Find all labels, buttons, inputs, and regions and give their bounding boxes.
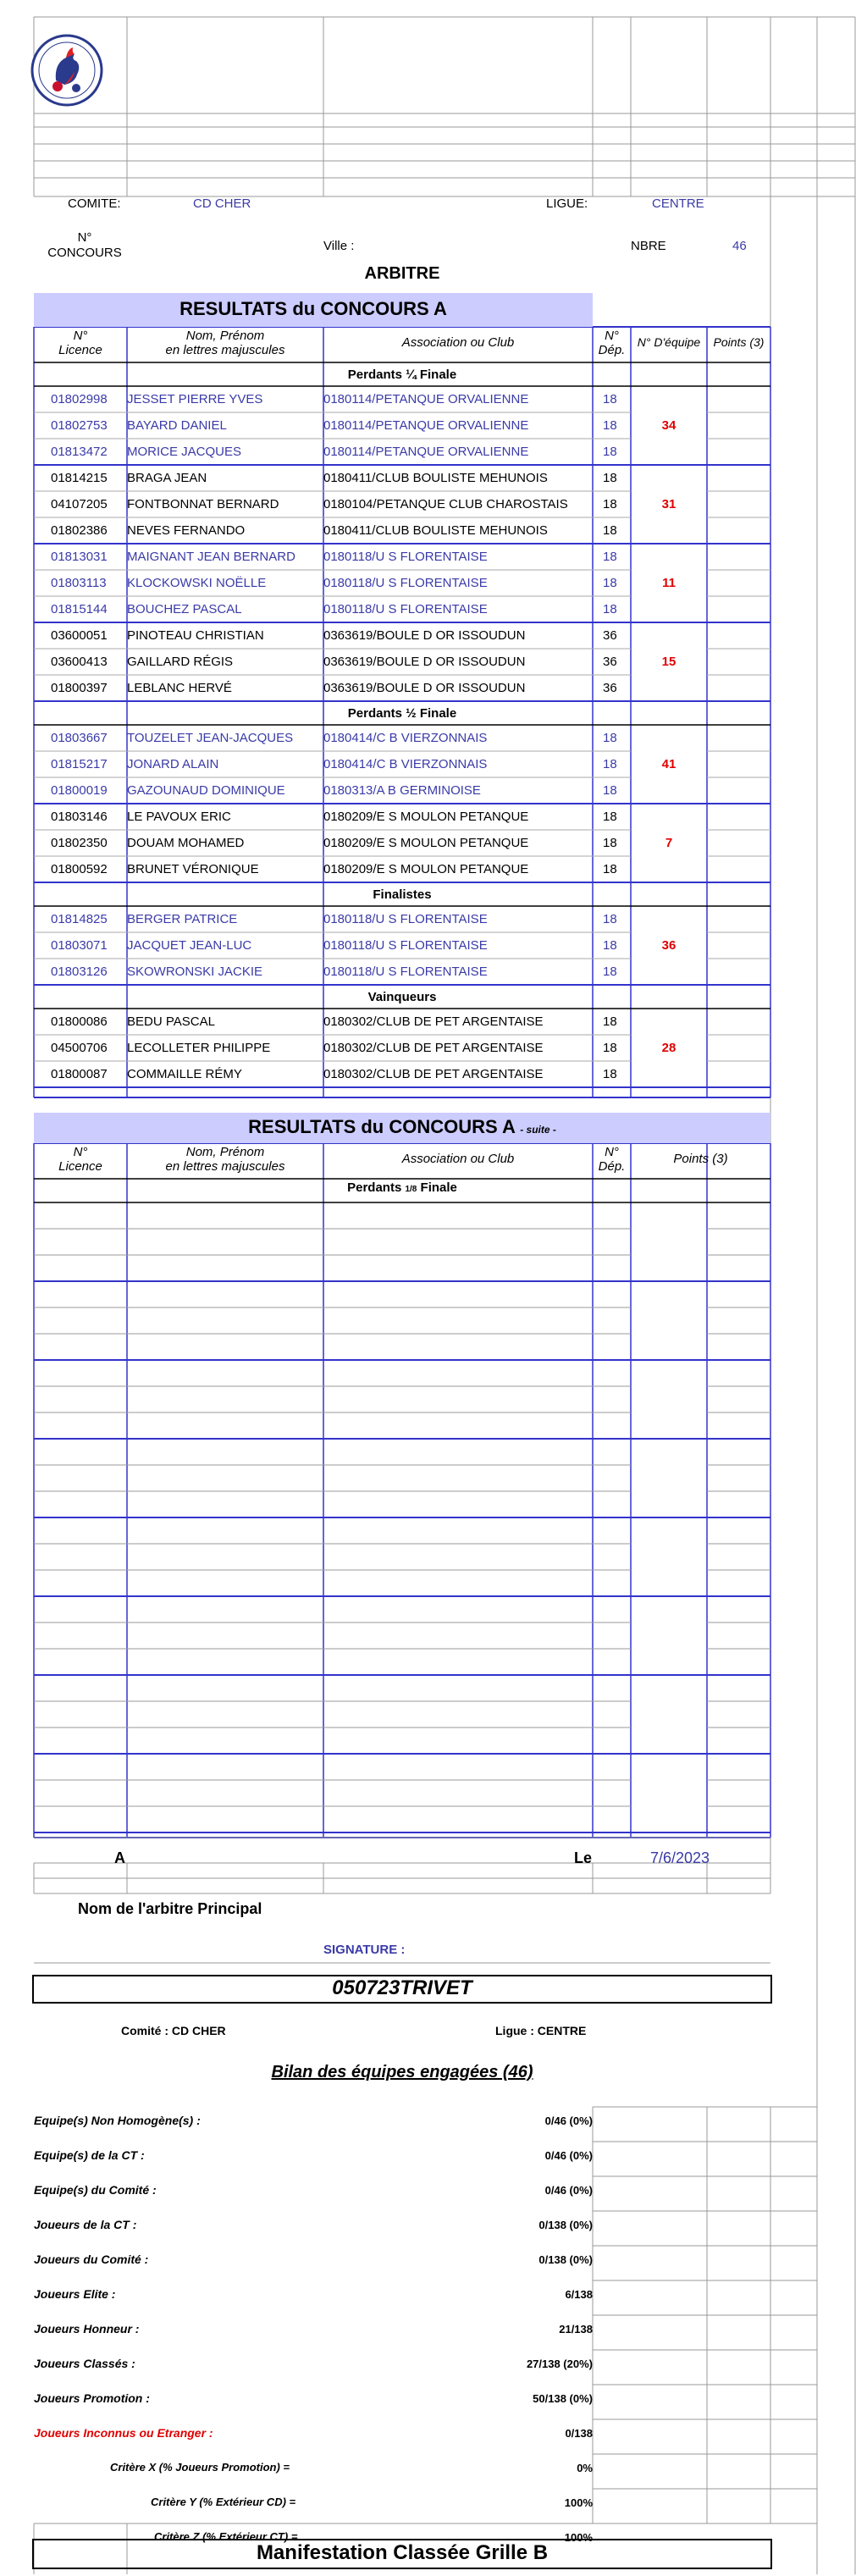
licence-cell: 01803071 [51, 938, 108, 953]
table-row [0, 466, 867, 491]
t2-section-suffix: Finale [417, 1180, 457, 1195]
concours-label: N° CONCOURS [47, 230, 122, 260]
bilan-title: Bilan des équipes engagées (46) [271, 2063, 533, 2081]
bilan-value: 0/138 (0%) [538, 2219, 593, 2231]
name-cell: BOUCHEZ PASCAL [127, 602, 242, 616]
team-number: 41 [661, 756, 676, 771]
name-cell: DOUAM MOHAMED [127, 836, 245, 850]
dep-cell: 36 [603, 681, 617, 695]
t2-col-nom-header: Nom, Prénom en lettres majuscules [165, 1145, 285, 1174]
bilan-label: Joueurs Honneur : [34, 2322, 140, 2336]
dep-cell: 18 [603, 810, 617, 824]
name-cell: SKOWRONSKI JACKIE [127, 965, 263, 979]
club-cell: 0180302/CLUB DE PET ARGENTAISE [323, 1014, 544, 1029]
bilan-label: Joueurs Promotion : [34, 2391, 150, 2405]
licence-cell: 01800019 [51, 783, 108, 798]
name-cell: JACQUET JEAN-LUC [127, 938, 252, 953]
licence-cell: 01803113 [51, 576, 107, 590]
name-cell: BRAGA JEAN [127, 471, 207, 485]
bilan-label: Joueurs de la CT : [34, 2218, 137, 2231]
dep-cell: 18 [603, 731, 617, 745]
t2-col-licence-header: N° Licence [58, 1145, 102, 1174]
licence-cell: 01815217 [51, 757, 108, 771]
name-cell: LEBLANC HERVÉ [127, 681, 232, 695]
licence-cell: 04107205 [51, 497, 108, 511]
licence-cell: 01814215 [51, 471, 108, 485]
club-cell: 0180114/PETANQUE ORVALIENNE [323, 445, 529, 459]
name-cell: KLOCKOWSKI NOËLLE [127, 576, 267, 590]
licence-cell: 01800397 [51, 681, 108, 695]
table-row [0, 726, 867, 751]
dep-cell: 18 [603, 576, 617, 590]
club-cell: 0180414/C B VIERZONNAIS [323, 731, 488, 745]
nbre-label: NBRE [631, 239, 666, 253]
team-number: 34 [661, 417, 676, 433]
arbitre-principal-label: Nom de l'arbitre Principal [78, 1900, 262, 1917]
table-row [0, 907, 867, 932]
name-cell: JESSET PIERRE YVES [127, 392, 263, 406]
table-row [0, 676, 867, 701]
club-cell: 0180114/PETANQUE ORVALIENNE [323, 418, 529, 433]
dep-cell: 18 [603, 445, 617, 459]
signature-code: 050723TRIVET [332, 1976, 472, 1999]
club-cell: 0363619/BOULE D OR ISSOUDUN [323, 628, 526, 643]
dep-cell: 18 [603, 757, 617, 771]
licence-cell: 01813472 [51, 445, 108, 459]
club-cell: 0180209/E S MOULON PETANQUE [323, 836, 529, 850]
table-row [0, 387, 867, 412]
bilan-label: Joueurs du Comité : [34, 2253, 149, 2266]
table2-title-text: RESULTATS du CONCOURS A [248, 1116, 516, 1137]
licence-cell: 04500706 [51, 1041, 108, 1055]
table-row [0, 804, 867, 830]
arbitre-title: ARBITRE [364, 264, 440, 283]
bilan-value: 0/46 (0%) [544, 2184, 593, 2197]
bilan-value: 0/138 [565, 2427, 593, 2440]
team-number: 7 [665, 835, 673, 850]
table-row [0, 752, 867, 777]
name-cell: JONARD ALAIN [127, 757, 219, 771]
club-cell: 0180118/U S FLORENTAISE [323, 550, 488, 564]
licence-cell: 03600051 [51, 628, 108, 643]
club-cell: 0180114/PETANQUE ORVALIENNE [323, 392, 529, 406]
footer-ligue: Ligue : CENTRE [495, 2024, 587, 2037]
bilan-label: Joueurs Classés : [34, 2357, 135, 2370]
club-cell: 0180118/U S FLORENTAISE [323, 965, 488, 979]
t2-col-dep-header: N° Dép. [598, 1145, 626, 1174]
bilan-value: 6/138 [565, 2288, 593, 2301]
club-cell: 0180411/CLUB BOULISTE MEHUNOIS [323, 523, 548, 538]
name-cell: BAYARD DANIEL [127, 418, 227, 433]
licence-cell: 01802386 [51, 523, 108, 538]
footer-comite: Comité : CD CHER [121, 2024, 226, 2037]
comite-label: COMITE: [68, 196, 121, 211]
name-cell: GAILLARD RÉGIS [127, 655, 234, 669]
licence-cell: 01802350 [51, 836, 108, 850]
club-cell: 0363619/BOULE D OR ISSOUDUN [323, 681, 526, 695]
ligue-label: LIGUE: [546, 196, 588, 211]
critere-label: Critère Z (% Extérieur CT) = [154, 2530, 298, 2543]
bilan-value: 50/138 (0%) [533, 2392, 593, 2405]
signature-label: SIGNATURE : [323, 1943, 406, 1957]
licence-cell: 01800086 [51, 1014, 108, 1029]
club-cell: 0180302/CLUB DE PET ARGENTAISE [323, 1067, 544, 1081]
club-cell: 0180414/C B VIERZONNAIS [323, 757, 488, 771]
a-label: A [114, 1849, 125, 1866]
t2-section-frac: 1/8 [405, 1185, 417, 1194]
table-row [0, 959, 867, 985]
dep-cell: 18 [603, 471, 617, 485]
dep-cell: 18 [603, 938, 617, 953]
t2-section-title [34, 1180, 770, 1195]
dep-cell: 18 [603, 392, 617, 406]
name-cell: GAZOUNAUD DOMINIQUE [127, 783, 285, 798]
name-cell: PINOTEAU CHRISTIAN [127, 628, 264, 643]
table-row [0, 831, 867, 856]
col-nom-header: Nom, Prénom en lettres majuscules [165, 329, 285, 357]
table-row [0, 933, 867, 959]
name-cell: MORICE JACQUES [127, 445, 242, 459]
name-cell: COMMAILLE RÉMY [127, 1067, 242, 1081]
club-cell: 0180313/A B GERMINOISE [323, 783, 481, 798]
table1-title: RESULTATS du CONCOURS A [179, 298, 447, 319]
dep-cell: 18 [603, 912, 617, 926]
licence-cell: 01802753 [51, 418, 108, 433]
col-equipe-header: N° D'équipe [637, 335, 701, 349]
name-cell: LECOLLETER PHILIPPE [127, 1041, 271, 1055]
licence-cell: 01813031 [51, 550, 108, 564]
le-label: Le [574, 1849, 593, 1866]
dep-cell: 18 [603, 1014, 617, 1029]
bilan-value: 0/46 (0%) [544, 2149, 593, 2162]
bilan-value: 0/138 (0%) [538, 2253, 593, 2266]
bilan-label: Joueurs Inconnus ou Etranger : [34, 2426, 213, 2440]
club-cell: 0180118/U S FLORENTAISE [323, 602, 488, 616]
licence-cell: 01800087 [51, 1067, 108, 1081]
table-row [0, 571, 867, 596]
club-cell: 0180118/U S FLORENTAISE [323, 938, 488, 953]
bilan-value: 27/138 (20%) [526, 2358, 593, 2370]
name-cell: MAIGNANT JEAN BERNARD [127, 550, 295, 564]
table-row [0, 597, 867, 622]
licence-cell: 01800592 [51, 862, 108, 876]
licence-cell: 01814825 [51, 912, 108, 926]
licence-cell: 01802998 [51, 392, 108, 406]
t2-col-club-header: Association ou Club [401, 1152, 515, 1166]
table-row [0, 623, 867, 649]
club-cell: 0180104/PETANQUE CLUB CHAROSTAIS [323, 497, 568, 511]
bilan-label: Joueurs Elite : [34, 2287, 116, 2301]
club-cell: 0363619/BOULE D OR ISSOUDUN [323, 655, 526, 669]
name-cell: TOUZELET JEAN-JACQUES [127, 731, 294, 745]
licence-cell: 03600413 [51, 655, 108, 669]
table2-title [34, 1116, 770, 1138]
dep-cell: 36 [603, 655, 617, 669]
table-row [0, 1062, 867, 1087]
name-cell: FONTBONNAT BERNARD [127, 497, 279, 511]
table-row [0, 778, 867, 804]
table-row [0, 492, 867, 517]
critere-value: 100% [564, 2496, 593, 2509]
club-cell: 0180118/U S FLORENTAISE [323, 576, 488, 590]
col-dep-header: N° Dép. [598, 329, 626, 357]
ligue-value: CENTRE [652, 196, 704, 211]
table-row [0, 439, 867, 465]
dep-cell: 18 [603, 1067, 617, 1081]
section-title: Perdants ¼ Finale [347, 368, 457, 382]
dep-cell: 18 [603, 418, 617, 433]
section-title: Vainqueurs [367, 990, 437, 1004]
team-number: 15 [661, 654, 676, 669]
club-cell: 0180411/CLUB BOULISTE MEHUNOIS [323, 471, 548, 485]
licence-cell: 01803667 [51, 731, 108, 745]
name-cell: BEDU PASCAL [127, 1014, 215, 1029]
bilan-label: Equipe(s) de la CT : [34, 2148, 145, 2162]
name-cell: NEVES FERNANDO [127, 523, 246, 538]
table-row [0, 1036, 867, 1061]
critere-label: Critère Y (% Extérieur CD) = [151, 2496, 296, 2508]
critere-value: 0% [577, 2462, 593, 2474]
dep-cell: 36 [603, 628, 617, 643]
club-cell: 0180118/U S FLORENTAISE [323, 912, 488, 926]
table-row [0, 1009, 867, 1035]
team-number: 28 [661, 1040, 676, 1055]
name-cell: BRUNET VÉRONIQUE [127, 862, 259, 876]
grille-text: Manifestation Classée Grille B [256, 2541, 549, 2564]
bilan-value: 21/138 [559, 2323, 593, 2336]
club-cell: 0180209/E S MOULON PETANQUE [323, 810, 529, 824]
table-row [0, 518, 867, 544]
dep-cell: 18 [603, 836, 617, 850]
dep-cell: 18 [603, 497, 617, 511]
dep-cell: 18 [603, 965, 617, 979]
section-title: Finalistes [373, 887, 432, 902]
dep-cell: 18 [603, 1041, 617, 1055]
t2-col-points-header: Points (3) [673, 1152, 728, 1166]
dep-cell: 18 [603, 523, 617, 538]
ville-label: Ville : [323, 239, 355, 253]
dep-cell: 18 [603, 862, 617, 876]
licence-cell: 01803126 [51, 965, 108, 979]
section-title: Perdants ½ Finale [347, 706, 457, 721]
table-row [0, 413, 867, 439]
t2-section-prefix: Perdants [347, 1180, 406, 1195]
critere-value: 100% [564, 2531, 593, 2544]
bilan-label: Equipe(s) Non Homogène(s) : [34, 2114, 201, 2127]
dep-cell: 18 [603, 783, 617, 798]
nbre-value: 46 [732, 239, 747, 253]
dep-cell: 18 [603, 550, 617, 564]
dep-cell: 18 [603, 602, 617, 616]
col-club-header: Association ou Club [401, 335, 515, 350]
ffpjp-logo [30, 34, 103, 107]
bilan-label: Equipe(s) du Comité : [34, 2183, 157, 2197]
col-points-header: Points (3) [713, 335, 765, 349]
team-number: 36 [661, 937, 676, 953]
table-row [0, 857, 867, 882]
table-row [0, 544, 867, 570]
licence-cell: 01803146 [51, 810, 108, 824]
table-row [0, 650, 867, 675]
team-number: 31 [661, 496, 676, 511]
bilan-value: 0/46 (0%) [544, 2114, 593, 2127]
name-cell: BERGER PATRICE [127, 912, 238, 926]
table2-suite: - suite - [520, 1124, 556, 1136]
team-number: 11 [662, 575, 676, 590]
licence-cell: 01815144 [51, 602, 108, 616]
critere-label: Critère X (% Joueurs Promotion) = [110, 2461, 290, 2474]
comite-value: CD CHER [193, 196, 251, 211]
club-cell: 0180302/CLUB DE PET ARGENTAISE [323, 1041, 544, 1055]
date-value: 7/6/2023 [650, 1849, 710, 1866]
name-cell: LE PAVOUX ERIC [127, 810, 231, 824]
col-licence-header: N° Licence [58, 329, 102, 357]
club-cell: 0180209/E S MOULON PETANQUE [323, 862, 529, 876]
